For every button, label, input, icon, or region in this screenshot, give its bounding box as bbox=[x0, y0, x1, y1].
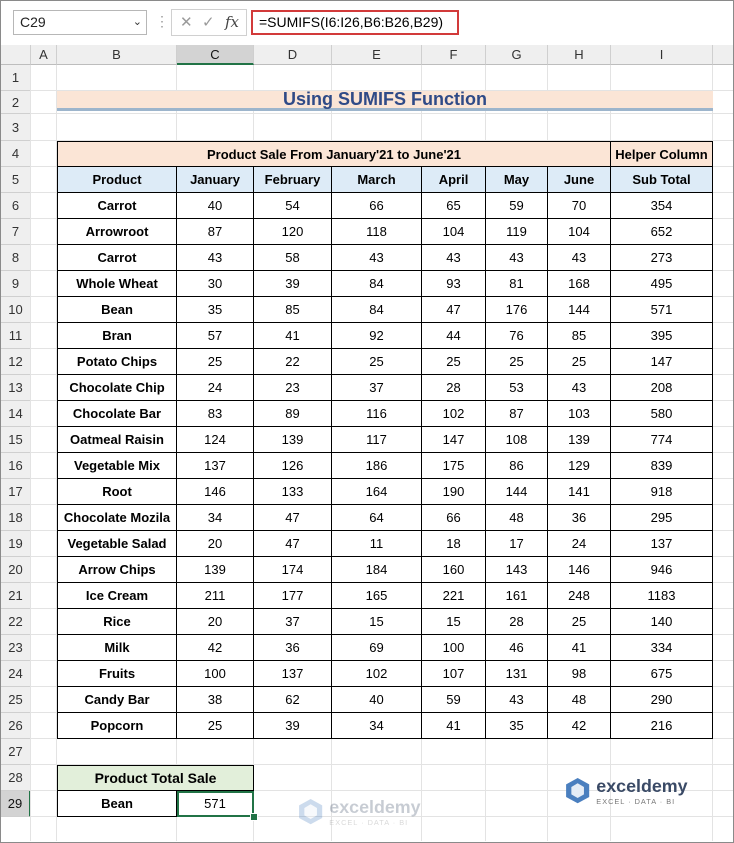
value-cell[interactable]: 92 bbox=[332, 323, 422, 349]
value-cell[interactable]: 774 bbox=[611, 427, 713, 453]
value-cell[interactable]: 17 bbox=[486, 531, 548, 557]
row-header-16[interactable]: 16 bbox=[1, 453, 31, 479]
value-cell[interactable]: 41 bbox=[548, 635, 611, 661]
table-header-april[interactable]: April bbox=[422, 167, 486, 193]
value-cell[interactable]: 177 bbox=[254, 583, 332, 609]
value-cell[interactable]: 54 bbox=[254, 193, 332, 219]
group-header[interactable]: Product Sale From January'21 to June'21 bbox=[57, 141, 611, 167]
value-cell[interactable]: 190 bbox=[422, 479, 486, 505]
value-cell[interactable]: 175 bbox=[422, 453, 486, 479]
table-header-may[interactable]: May bbox=[486, 167, 548, 193]
exceldemy-logo-icon bbox=[297, 798, 324, 825]
value-cell[interactable]: 48 bbox=[548, 687, 611, 713]
value-cell[interactable]: 147 bbox=[611, 349, 713, 375]
value-cell[interactable]: 164 bbox=[332, 479, 422, 505]
value-cell[interactable]: 89 bbox=[254, 401, 332, 427]
table-header-product[interactable]: Product bbox=[57, 167, 177, 193]
product-cell[interactable]: Vegetable Mix bbox=[57, 453, 177, 479]
value-cell[interactable]: 139 bbox=[548, 427, 611, 453]
value-cell[interactable]: 37 bbox=[254, 609, 332, 635]
value-cell[interactable]: 86 bbox=[486, 453, 548, 479]
column-header-e[interactable]: E bbox=[332, 45, 422, 65]
value-cell[interactable]: 28 bbox=[422, 375, 486, 401]
product-cell[interactable]: Chocolate Chip bbox=[57, 375, 177, 401]
product-cell[interactable]: Chocolate Bar bbox=[57, 401, 177, 427]
name-box-value: C29 bbox=[20, 14, 46, 30]
table-header-march[interactable]: March bbox=[332, 167, 422, 193]
value-cell[interactable]: 102 bbox=[332, 661, 422, 687]
row-header-5[interactable]: 5 bbox=[1, 167, 31, 193]
row-header-15[interactable]: 15 bbox=[1, 427, 31, 453]
value-cell[interactable]: 40 bbox=[177, 193, 254, 219]
product-cell[interactable]: Rice bbox=[57, 609, 177, 635]
value-cell[interactable]: 37 bbox=[332, 375, 422, 401]
value-cell[interactable]: 65 bbox=[422, 193, 486, 219]
watermark-center bbox=[297, 797, 421, 827]
product-cell[interactable]: Ice Cream bbox=[57, 583, 177, 609]
value-cell[interactable]: 580 bbox=[611, 401, 713, 427]
watermark-right bbox=[564, 776, 688, 806]
value-cell[interactable]: 15 bbox=[332, 609, 422, 635]
value-cell[interactable]: 295 bbox=[611, 505, 713, 531]
value-cell[interactable]: 146 bbox=[548, 557, 611, 583]
value-cell[interactable]: 290 bbox=[611, 687, 713, 713]
logo-name: exceldemy bbox=[329, 797, 421, 817]
insert-function-icon[interactable]: fx bbox=[225, 13, 240, 31]
value-cell[interactable]: 124 bbox=[177, 427, 254, 453]
value-cell[interactable]: 53 bbox=[486, 375, 548, 401]
row-header-3[interactable]: 3 bbox=[1, 114, 31, 141]
value-cell[interactable]: 38 bbox=[177, 687, 254, 713]
row-header-26[interactable]: 26 bbox=[1, 713, 31, 739]
value-cell[interactable]: 85 bbox=[254, 297, 332, 323]
value-cell[interactable]: 66 bbox=[332, 193, 422, 219]
value-cell[interactable]: 22 bbox=[254, 349, 332, 375]
product-cell[interactable]: Milk bbox=[57, 635, 177, 661]
value-cell[interactable]: 42 bbox=[177, 635, 254, 661]
value-cell[interactable]: 165 bbox=[332, 583, 422, 609]
value-cell[interactable]: 11 bbox=[332, 531, 422, 557]
value-cell[interactable]: 43 bbox=[486, 687, 548, 713]
row-header-29[interactable]: 29 bbox=[1, 791, 31, 817]
value-cell[interactable]: 104 bbox=[422, 219, 486, 245]
value-cell[interactable]: 161 bbox=[486, 583, 548, 609]
value-cell[interactable]: 84 bbox=[332, 297, 422, 323]
value-cell[interactable]: 43 bbox=[177, 245, 254, 271]
value-cell[interactable]: 186 bbox=[332, 453, 422, 479]
row-header-28[interactable]: 28 bbox=[1, 765, 31, 791]
value-cell[interactable]: 137 bbox=[611, 531, 713, 557]
value-cell[interactable]: 571 bbox=[611, 297, 713, 323]
value-cell[interactable]: 41 bbox=[254, 323, 332, 349]
value-cell[interactable]: 652 bbox=[611, 219, 713, 245]
value-cell[interactable]: 66 bbox=[422, 505, 486, 531]
value-cell[interactable]: 143 bbox=[486, 557, 548, 583]
value-cell[interactable]: 395 bbox=[611, 323, 713, 349]
sheet-title[interactable]: Using SUMIFS Function bbox=[57, 91, 713, 111]
row-header-6[interactable]: 6 bbox=[1, 193, 31, 219]
value-cell[interactable]: 100 bbox=[422, 635, 486, 661]
row-header-25[interactable]: 25 bbox=[1, 687, 31, 713]
result-value-cell[interactable]: 571 bbox=[177, 791, 254, 817]
product-cell[interactable]: Chocolate Mozila bbox=[57, 505, 177, 531]
row-header-11[interactable]: 11 bbox=[1, 323, 31, 349]
value-cell[interactable]: 34 bbox=[332, 713, 422, 739]
value-cell[interactable]: 48 bbox=[486, 505, 548, 531]
value-cell[interactable]: 36 bbox=[254, 635, 332, 661]
value-cell[interactable]: 216 bbox=[611, 713, 713, 739]
value-cell[interactable]: 39 bbox=[254, 271, 332, 297]
value-cell[interactable]: 23 bbox=[254, 375, 332, 401]
product-cell[interactable]: Root bbox=[57, 479, 177, 505]
value-cell[interactable]: 120 bbox=[254, 219, 332, 245]
value-cell[interactable]: 144 bbox=[486, 479, 548, 505]
value-cell[interactable]: 137 bbox=[254, 661, 332, 687]
value-cell[interactable]: 273 bbox=[611, 245, 713, 271]
product-cell[interactable]: Whole Wheat bbox=[57, 271, 177, 297]
column-header-a[interactable]: A bbox=[31, 45, 57, 65]
value-cell[interactable]: 144 bbox=[548, 297, 611, 323]
formula-bar bbox=[1, 1, 733, 45]
value-cell[interactable]: 184 bbox=[332, 557, 422, 583]
value-cell[interactable]: 35 bbox=[177, 297, 254, 323]
row-header-12[interactable]: 12 bbox=[1, 349, 31, 375]
table-header-june[interactable]: June bbox=[548, 167, 611, 193]
value-cell[interactable]: 107 bbox=[422, 661, 486, 687]
row-header-27[interactable]: 27 bbox=[1, 739, 31, 765]
value-cell[interactable]: 25 bbox=[177, 349, 254, 375]
fill-handle[interactable] bbox=[250, 813, 258, 821]
logo-tagline: EXCEL · DATA · BI bbox=[329, 818, 409, 827]
value-cell[interactable]: 25 bbox=[486, 349, 548, 375]
column-header-blank bbox=[713, 45, 734, 65]
value-cell[interactable]: 211 bbox=[177, 583, 254, 609]
value-cell[interactable]: 1183 bbox=[611, 583, 713, 609]
value-cell[interactable]: 140 bbox=[611, 609, 713, 635]
value-cell[interactable]: 334 bbox=[611, 635, 713, 661]
row-header-13[interactable]: 13 bbox=[1, 375, 31, 401]
value-cell[interactable]: 70 bbox=[548, 193, 611, 219]
value-cell[interactable]: 76 bbox=[486, 323, 548, 349]
value-cell[interactable]: 119 bbox=[486, 219, 548, 245]
chevron-down-icon[interactable]: ⌄ bbox=[132, 16, 142, 28]
value-cell[interactable]: 64 bbox=[332, 505, 422, 531]
value-cell[interactable]: 354 bbox=[611, 193, 713, 219]
value-cell[interactable]: 34 bbox=[177, 505, 254, 531]
value-cell[interactable]: 87 bbox=[486, 401, 548, 427]
row-header-19[interactable]: 19 bbox=[1, 531, 31, 557]
row-header-1[interactable]: 1 bbox=[1, 65, 31, 91]
value-cell[interactable]: 59 bbox=[422, 687, 486, 713]
cancel-x-icon[interactable]: ✕ bbox=[180, 14, 193, 31]
confirm-check-icon[interactable]: ✓ bbox=[202, 14, 215, 31]
value-cell[interactable]: 20 bbox=[177, 609, 254, 635]
value-cell[interactable]: 58 bbox=[254, 245, 332, 271]
value-cell[interactable]: 104 bbox=[548, 219, 611, 245]
value-cell[interactable]: 40 bbox=[332, 687, 422, 713]
value-cell[interactable]: 25 bbox=[548, 349, 611, 375]
logo-tagline: EXCEL · DATA · BI bbox=[596, 797, 676, 806]
value-cell[interactable]: 43 bbox=[422, 245, 486, 271]
value-cell[interactable]: 15 bbox=[422, 609, 486, 635]
table-header-january[interactable]: January bbox=[177, 167, 254, 193]
value-cell[interactable]: 208 bbox=[611, 375, 713, 401]
column-header-b[interactable]: B bbox=[57, 45, 177, 65]
value-cell[interactable]: 87 bbox=[177, 219, 254, 245]
value-cell[interactable]: 46 bbox=[486, 635, 548, 661]
value-cell[interactable]: 137 bbox=[177, 453, 254, 479]
value-cell[interactable]: 133 bbox=[254, 479, 332, 505]
value-cell[interactable]: 129 bbox=[548, 453, 611, 479]
value-cell[interactable]: 47 bbox=[254, 505, 332, 531]
value-cell[interactable]: 83 bbox=[177, 401, 254, 427]
value-cell[interactable]: 47 bbox=[422, 297, 486, 323]
value-cell[interactable]: 174 bbox=[254, 557, 332, 583]
value-cell[interactable]: 25 bbox=[332, 349, 422, 375]
table-header-sub-total[interactable]: Sub Total bbox=[611, 167, 713, 193]
value-cell[interactable]: 24 bbox=[177, 375, 254, 401]
value-cell[interactable]: 108 bbox=[486, 427, 548, 453]
product-cell[interactable]: Arrowroot bbox=[57, 219, 177, 245]
value-cell[interactable]: 116 bbox=[332, 401, 422, 427]
value-cell[interactable]: 495 bbox=[611, 271, 713, 297]
value-cell[interactable]: 57 bbox=[177, 323, 254, 349]
column-header-c[interactable]: C bbox=[177, 45, 254, 65]
value-cell[interactable]: 84 bbox=[332, 271, 422, 297]
value-cell[interactable]: 18 bbox=[422, 531, 486, 557]
value-cell[interactable]: 43 bbox=[548, 245, 611, 271]
row-header-9[interactable]: 9 bbox=[1, 271, 31, 297]
value-cell[interactable]: 24 bbox=[548, 531, 611, 557]
row-header-4[interactable]: 4 bbox=[1, 141, 31, 167]
value-cell[interactable]: 62 bbox=[254, 687, 332, 713]
row-header-24[interactable]: 24 bbox=[1, 661, 31, 687]
value-cell[interactable]: 102 bbox=[422, 401, 486, 427]
value-cell[interactable]: 69 bbox=[332, 635, 422, 661]
value-cell[interactable]: 36 bbox=[548, 505, 611, 531]
column-header-h[interactable]: H bbox=[548, 45, 611, 65]
value-cell[interactable]: 59 bbox=[486, 193, 548, 219]
logo-name: exceldemy bbox=[596, 776, 688, 796]
value-cell[interactable]: 47 bbox=[254, 531, 332, 557]
product-cell[interactable]: Candy Bar bbox=[57, 687, 177, 713]
value-cell[interactable]: 30 bbox=[177, 271, 254, 297]
formula-buttons bbox=[171, 9, 247, 36]
name-box[interactable] bbox=[13, 10, 147, 35]
value-cell[interactable]: 43 bbox=[486, 245, 548, 271]
value-cell[interactable]: 25 bbox=[422, 349, 486, 375]
value-cell[interactable]: 675 bbox=[611, 661, 713, 687]
value-cell[interactable]: 93 bbox=[422, 271, 486, 297]
product-cell[interactable]: Bean bbox=[57, 297, 177, 323]
value-cell[interactable]: 28 bbox=[486, 609, 548, 635]
value-cell[interactable]: 221 bbox=[422, 583, 486, 609]
value-cell[interactable]: 126 bbox=[254, 453, 332, 479]
value-cell[interactable]: 25 bbox=[177, 713, 254, 739]
formula-input[interactable]: =SUMIFS(I6:I26,B6:B26,B29) bbox=[251, 10, 459, 35]
value-cell[interactable]: 20 bbox=[177, 531, 254, 557]
row-header-17[interactable]: 17 bbox=[1, 479, 31, 505]
row-header-18[interactable]: 18 bbox=[1, 505, 31, 531]
row-header-20[interactable]: 20 bbox=[1, 557, 31, 583]
value-cell[interactable]: 41 bbox=[422, 713, 486, 739]
value-cell[interactable]: 139 bbox=[177, 557, 254, 583]
row-header-21[interactable]: 21 bbox=[1, 583, 31, 609]
result-label[interactable]: Product Total Sale bbox=[57, 765, 254, 791]
helper-column-header[interactable]: Helper Column bbox=[611, 141, 713, 167]
column-header-g[interactable]: G bbox=[486, 45, 548, 65]
value-cell[interactable]: 946 bbox=[611, 557, 713, 583]
table-header-february[interactable]: February bbox=[254, 167, 332, 193]
value-cell[interactable]: 100 bbox=[177, 661, 254, 687]
select-all-corner[interactable] bbox=[1, 45, 31, 65]
value-cell[interactable]: 131 bbox=[486, 661, 548, 687]
value-cell[interactable]: 918 bbox=[611, 479, 713, 505]
product-cell[interactable]: Carrot bbox=[57, 193, 177, 219]
value-cell[interactable]: 147 bbox=[422, 427, 486, 453]
product-cell[interactable]: Vegetable Salad bbox=[57, 531, 177, 557]
product-cell[interactable]: Arrow Chips bbox=[57, 557, 177, 583]
value-cell[interactable]: 117 bbox=[332, 427, 422, 453]
row-header-14[interactable]: 14 bbox=[1, 401, 31, 427]
exceldemy-logo-icon bbox=[564, 777, 591, 804]
product-cell[interactable]: Potato Chips bbox=[57, 349, 177, 375]
row-header-8[interactable]: 8 bbox=[1, 245, 31, 271]
value-cell[interactable]: 35 bbox=[486, 713, 548, 739]
product-cell[interactable]: Popcorn bbox=[57, 713, 177, 739]
product-cell[interactable]: Carrot bbox=[57, 245, 177, 271]
row-header-23[interactable]: 23 bbox=[1, 635, 31, 661]
value-cell[interactable]: 103 bbox=[548, 401, 611, 427]
value-cell[interactable]: 839 bbox=[611, 453, 713, 479]
value-cell[interactable]: 39 bbox=[254, 713, 332, 739]
product-cell[interactable]: Fruits bbox=[57, 661, 177, 687]
column-header-d[interactable]: D bbox=[254, 45, 332, 65]
column-header-f[interactable]: F bbox=[422, 45, 486, 65]
product-cell[interactable]: Oatmeal Raisin bbox=[57, 427, 177, 453]
value-cell[interactable]: 43 bbox=[548, 375, 611, 401]
value-cell[interactable]: 43 bbox=[332, 245, 422, 271]
more-options-icon[interactable]: ⋮ bbox=[155, 13, 169, 29]
value-cell[interactable]: 85 bbox=[548, 323, 611, 349]
value-cell[interactable]: 141 bbox=[548, 479, 611, 505]
result-product-cell[interactable]: Bean bbox=[57, 791, 177, 817]
gridline bbox=[30, 65, 31, 841]
value-cell[interactable]: 248 bbox=[548, 583, 611, 609]
value-cell[interactable]: 176 bbox=[486, 297, 548, 323]
value-cell[interactable]: 98 bbox=[548, 661, 611, 687]
value-cell[interactable]: 160 bbox=[422, 557, 486, 583]
value-cell[interactable]: 139 bbox=[254, 427, 332, 453]
value-cell[interactable]: 81 bbox=[486, 271, 548, 297]
value-cell[interactable]: 25 bbox=[548, 609, 611, 635]
value-cell[interactable]: 146 bbox=[177, 479, 254, 505]
row-header-10[interactable]: 10 bbox=[1, 297, 31, 323]
row-header-22[interactable]: 22 bbox=[1, 609, 31, 635]
column-header-i[interactable]: I bbox=[611, 45, 713, 65]
value-cell[interactable]: 168 bbox=[548, 271, 611, 297]
value-cell[interactable]: 118 bbox=[332, 219, 422, 245]
row-header-7[interactable]: 7 bbox=[1, 219, 31, 245]
product-cell[interactable]: Bran bbox=[57, 323, 177, 349]
row-header-2[interactable]: 2 bbox=[1, 91, 31, 114]
value-cell[interactable]: 42 bbox=[548, 713, 611, 739]
value-cell[interactable]: 44 bbox=[422, 323, 486, 349]
gridline bbox=[31, 113, 733, 114]
